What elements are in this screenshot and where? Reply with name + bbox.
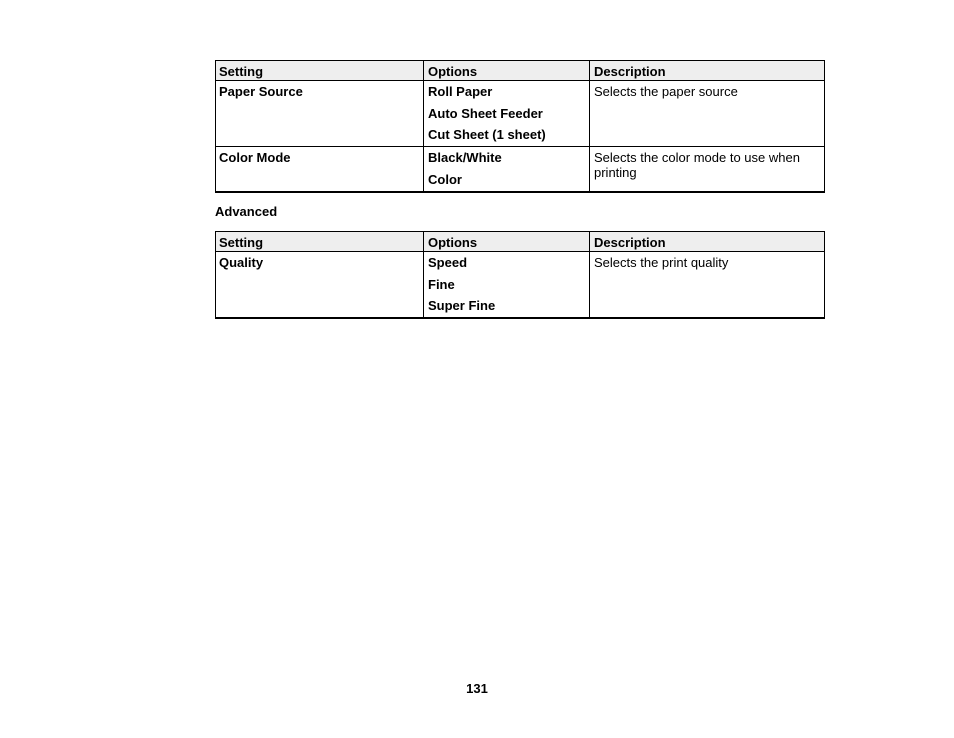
column-header-setting: Setting [216, 232, 424, 252]
option-list [424, 252, 590, 319]
column-header-setting: Setting [216, 61, 424, 81]
table-header-row [216, 232, 825, 252]
column-header-options: Options [424, 232, 590, 252]
setting-name: Quality [216, 252, 424, 319]
table-header-row [216, 61, 825, 81]
column-header-options: Options [424, 61, 590, 81]
table-row [216, 81, 825, 147]
setting-description: Selects the paper source [590, 81, 825, 147]
page-number: 131 [466, 681, 488, 696]
section-heading: Advanced [215, 204, 278, 219]
option-item: Fine [428, 276, 455, 292]
table-row [216, 252, 825, 319]
option-item: Auto Sheet Feeder [428, 105, 543, 121]
setting-description: Selects the print quality [590, 252, 825, 319]
option-item: Speed [428, 255, 468, 270]
column-header-description: Description [590, 61, 825, 81]
option-item: Super Fine [428, 298, 496, 313]
setting-name: Color Mode [216, 147, 424, 192]
setting-description: Selects the color mode to use when printing [590, 147, 825, 192]
option-list [424, 81, 590, 147]
settings-table-advanced [215, 231, 825, 319]
option-list [424, 147, 590, 192]
settings-table-basic [215, 60, 825, 193]
option-item: Color [428, 171, 462, 187]
column-header-description: Description [590, 232, 825, 252]
option-item: Cut Sheet (1 sheet) [428, 127, 546, 142]
option-item: Roll Paper [428, 84, 493, 99]
table-row [216, 147, 825, 192]
option-item: Black/White [428, 150, 502, 165]
setting-name: Paper Source [216, 81, 424, 147]
